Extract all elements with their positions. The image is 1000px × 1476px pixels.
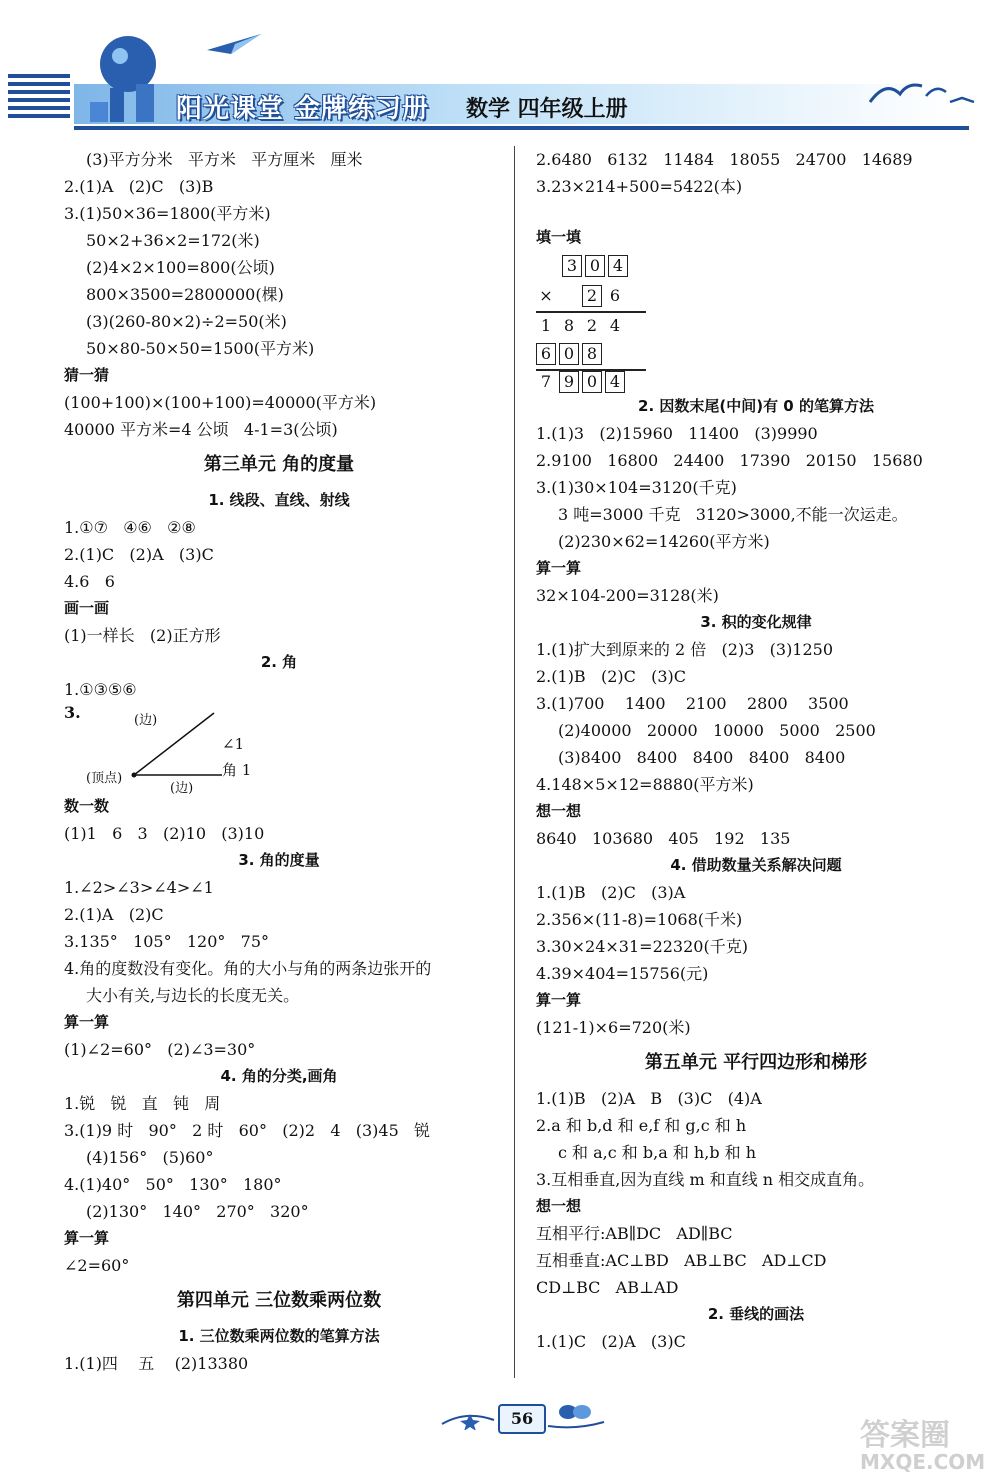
watermark-url: MXQE.COM — [860, 1450, 986, 1474]
subsection-label: 算一算 — [536, 559, 582, 577]
header-subject: 数学 四年级上册 — [466, 97, 628, 122]
answer-line: (3)8400 8400 8400 8400 8400 — [558, 748, 846, 767]
left-column — [64, 146, 494, 1377]
answer-line: 3.135° 105° 120° 75° — [64, 932, 270, 951]
section-heading: 3. 积的变化规律 — [700, 613, 812, 631]
angle-label: ∠1 — [222, 735, 245, 753]
answer-line: 1.(1)B (2)A B (3)C (4)A — [536, 1089, 762, 1108]
unit-heading: 第三单元 角的度量 — [203, 454, 355, 475]
answer-line: 2.a 和 b,d 和 e,f 和 g,c 和 h — [536, 1116, 747, 1135]
digit-box: 0 — [582, 371, 602, 393]
section-heading: 4. 借助数量关系解决问题 — [670, 856, 842, 874]
subsection-label: 算一算 — [64, 1013, 110, 1031]
answer-line: 2.356×(11-8)=1068(千米) — [536, 910, 743, 929]
side-label: (边) — [134, 713, 158, 728]
answer-line: (2)4×2×100=800(公顷) — [86, 258, 275, 277]
watermark-logo: 答案圈 — [860, 1418, 950, 1453]
puzzle-row — [536, 343, 605, 367]
answer-line: 1.锐 锐 直 钝 周 — [64, 1094, 221, 1113]
subsection-label: 填一填 — [536, 228, 582, 246]
vertex-label: (顶点) — [86, 771, 123, 786]
digit-box: 0 — [559, 343, 579, 365]
digit-cell: 1 — [540, 316, 552, 335]
answer-line: (1)一样长 (2)正方形 — [64, 626, 221, 645]
section-heading: 2. 角 — [260, 653, 298, 671]
answer-line: 800×3500=2800000(棵) — [86, 285, 284, 304]
column-divider — [514, 146, 515, 1378]
angle-figure — [64, 703, 494, 796]
answer-line: 1.(1)C (2)A (3)C — [536, 1332, 686, 1351]
section-heading: 1. 三位数乘两位数的笔算方法 — [178, 1327, 380, 1345]
answer-line: c 和 a,c 和 b,a 和 h,b 和 h — [558, 1143, 757, 1162]
digit-cell: 2 — [586, 316, 598, 335]
subsection-label: 数一数 — [64, 797, 110, 815]
digit-box: 8 — [582, 343, 602, 365]
page-footer — [440, 1400, 610, 1440]
digit-box: 9 — [559, 371, 579, 393]
header-rule — [74, 126, 969, 130]
times-sign: × — [539, 286, 553, 305]
section-heading: 2. 垂线的画法 — [707, 1305, 805, 1323]
digit-cell: 8 — [563, 316, 575, 335]
digit-box: 3 — [562, 255, 582, 277]
digit-box: 2 — [582, 285, 602, 307]
answer-line: 3.(1)50×36=1800(平方米) — [64, 204, 271, 223]
digit-cell: 7 — [540, 372, 552, 391]
answer-line: (4)156° (5)60° — [86, 1148, 214, 1167]
subsection-label: 猜一猜 — [64, 366, 110, 384]
answer-line: 2.(1)B (2)C (3)C — [536, 667, 687, 686]
page-number: 56 — [498, 1404, 546, 1434]
answer-line: (2)230×62=14260(平方米) — [558, 532, 770, 551]
angle-label: 角 1 — [222, 761, 252, 779]
puzzle-rule — [536, 311, 646, 313]
section-heading: 4. 角的分类,画角 — [220, 1067, 338, 1085]
answer-line: 3.互相垂直,因为直线 m 和直线 n 相交成直角。 — [536, 1170, 875, 1189]
right-column — [536, 146, 976, 1355]
subsection-label: 想一想 — [536, 1197, 582, 1215]
answer-line: 3.(1)700 1400 2100 2800 3500 — [536, 694, 849, 713]
answer-line: 4.6 6 — [64, 572, 115, 591]
answer-line: 互相垂直:AC⊥BD AB⊥BC AD⊥CD — [536, 1251, 827, 1270]
answer-line: 3.(1)9 时 90° 2 时 60° (2)2 4 (3)45 锐 — [64, 1121, 431, 1140]
unit-heading: 第四单元 三位数乘两位数 — [176, 1290, 382, 1311]
answer-line: (3)(260-80×2)÷2=50(米) — [86, 312, 287, 331]
answer-line: 2.(1)A (2)C — [64, 905, 164, 924]
digit-box: 4 — [605, 371, 625, 393]
subsection-label: 想一想 — [536, 802, 582, 820]
puzzle-row — [562, 255, 631, 279]
answer-line: 3.23×214+500=5422(本) — [536, 177, 743, 196]
answer-line: 1.(1)B (2)C (3)A — [536, 883, 686, 902]
digit-box: 6 — [536, 343, 556, 365]
answer-line: ∠2=60° — [64, 1256, 130, 1275]
digit-box: 0 — [585, 255, 605, 277]
answer-line: (100+100)×(100+100)=40000(平方米) — [64, 393, 377, 412]
answer-line: 1.∠2>∠3>∠4>∠1 — [64, 878, 214, 897]
answer-line: 32×104-200=3128(米) — [536, 586, 719, 605]
answer-line: (3)平方分米 平方米 平方厘米 厘米 — [86, 150, 363, 169]
answer-line: 8640 103680 405 192 135 — [536, 829, 791, 848]
answer-line: 1.(1)3 (2)15960 11400 (3)9990 — [536, 424, 818, 443]
butterfly-icon — [546, 1400, 606, 1434]
multiplication-puzzle — [536, 251, 736, 391]
answer-line: 4.39×404=15756(元) — [536, 964, 709, 983]
answer-line: 1.①⑦ ④⑥ ②⑧ — [64, 518, 196, 537]
subsection-label: 算一算 — [64, 1229, 110, 1247]
answer-line: 4.(1)40° 50° 130° 180° — [64, 1175, 282, 1194]
answer-line: 1.①③⑤⑥ — [64, 680, 137, 699]
answer-line: 2.(1)A (2)C (3)B — [64, 177, 214, 196]
answer-line: 3. — [64, 703, 81, 722]
answer-line: 50×2+36×2=172(米) — [86, 231, 260, 250]
section-heading: 3. 角的度量 — [238, 851, 320, 869]
puzzle-row — [536, 315, 628, 339]
answer-line: 40000 平方米=4 公顷 4-1=3(公顷) — [64, 420, 338, 439]
answer-line: (121-1)×6=720(米) — [536, 1018, 691, 1037]
paper-plane-icon — [205, 30, 265, 60]
answer-line: 大小有关,与边长的长度无关。 — [86, 986, 300, 1005]
answer-line: 2.(1)C (2)A (3)C — [64, 545, 214, 564]
header-stripes — [8, 74, 70, 126]
answer-line: 50×80-50×50=1500(平方米) — [86, 339, 315, 358]
puzzle-row — [536, 371, 628, 395]
answer-line: 1.(1)四 五 (2)13380 — [64, 1354, 249, 1373]
answer-line: 4.148×5×12=8880(平方米) — [536, 775, 754, 794]
answer-line: (2)130° 140° 270° 320° — [86, 1202, 309, 1221]
answer-line: (2)40000 20000 10000 5000 2500 — [558, 721, 876, 740]
puzzle-row — [536, 285, 628, 309]
answer-line: (1)∠2=60° (2)∠3=30° — [64, 1040, 256, 1059]
subsection-label: 算一算 — [536, 991, 582, 1009]
answer-line: 2.9100 16800 24400 17390 20150 15680 — [536, 451, 923, 470]
section-heading: 1. 线段、直线、射线 — [208, 491, 350, 509]
subsection-label: 画一画 — [64, 599, 110, 617]
answer-line: (1)1 6 3 (2)10 (3)10 — [64, 824, 265, 843]
digit-cell: 4 — [609, 316, 621, 335]
birds-icon — [866, 72, 976, 112]
page-header — [0, 0, 1000, 140]
digit-cell: 6 — [609, 286, 621, 305]
globe-icon — [80, 20, 180, 126]
star-flourish-icon — [440, 1406, 496, 1430]
section-heading: 2. 因数末尾(中间)有 0 的笔算方法 — [638, 397, 874, 415]
answer-line: 3.30×24×31=22320(千克) — [536, 937, 748, 956]
answer-line: 2.6480 6132 11484 18055 24700 14689 — [536, 150, 913, 169]
unit-heading: 第五单元 平行四边形和梯形 — [644, 1052, 868, 1073]
answer-line: 互相平行:AB∥DC AD∥BC — [536, 1224, 733, 1243]
digit-box: 4 — [608, 255, 628, 277]
answer-line: 1.(1)扩大到原来的 2 倍 (2)3 (3)1250 — [536, 640, 834, 659]
answer-line: CD⊥BC AB⊥AD — [536, 1278, 679, 1297]
answer-line: 3.(1)30×104=3120(千克) — [536, 478, 737, 497]
header-title: 阳光课堂 金牌练习册 — [176, 94, 430, 124]
side-label: (边) — [170, 781, 194, 796]
answer-line: 3 吨=3000 千克 3120>3000,不能一次运走。 — [558, 505, 908, 524]
answer-line: 4.角的度数没有变化。角的大小与角的两条边张开的 — [64, 959, 432, 978]
